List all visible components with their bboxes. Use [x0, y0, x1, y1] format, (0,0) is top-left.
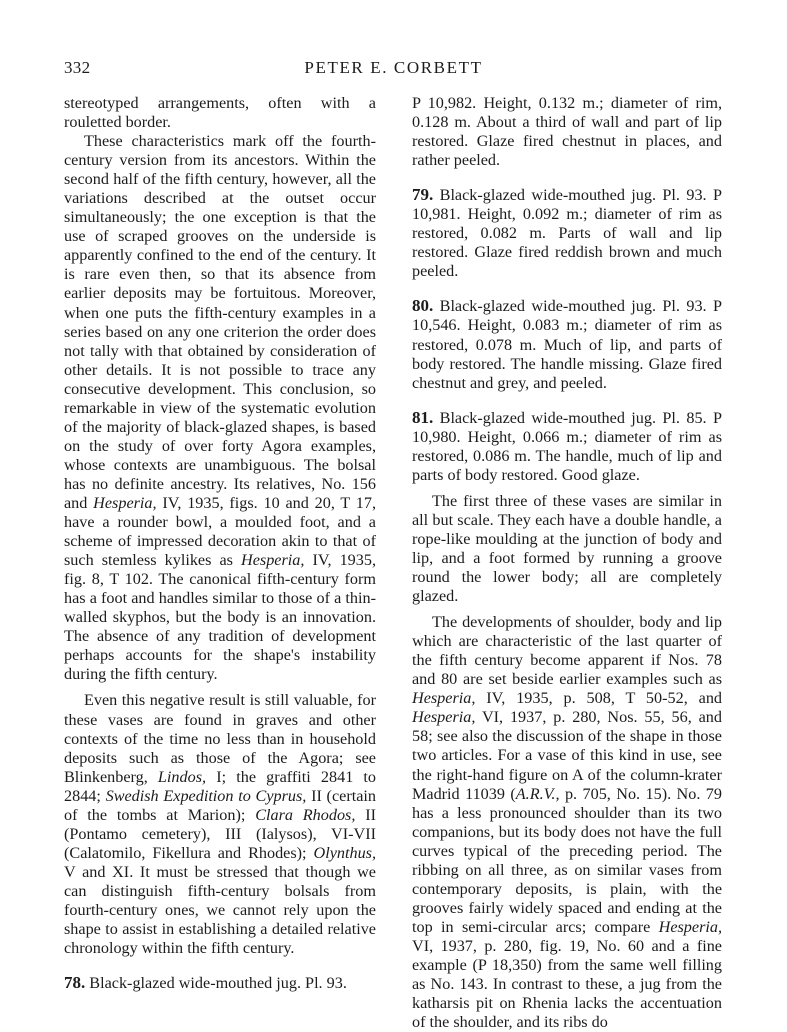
- paragraph-fourth-century: These characteristics mark off the fourth-century version from its ancestors. Within the second half of the fifth century, however, all the variations described at the outset occur simultaneously; the one exception is that the use of scraped grooves on the underside is apparently confined to the end of the century. It is rare even then, so that its absence from earlier deposits may be fortuitous. Moreover, when one puts the fifth-century examples in a series based on any one criterion the order does not tally with that obtained by consideration of other details. It is not possible to trace any consecutive development. This conclusion, so remarkable in view of the systematic evolution of the majority of black-glazed shapes, is based on the study of over forty Agora examples, whose contexts are unambiguous. The bolsal has no definite ancestry. Its relatives, No. 156 and Hesperia, IV, 1935, figs. 10 and 20, T 17, have a rounder bowl, a moulded foot, and a scheme of impressed decoration akin to that of such stemless kylikes as Hesperia, IV, 1935, fig. 8, T 102. The canonical fifth-century form has a foot and handles similar to those of a thin-walled skyphos, but the body is an innovation. The absence of any tradition of development perhaps accounts for the shape's instability during the fifth century.: [64, 132, 377, 684]
- left-column: [64, 94, 376, 993]
- right-column: [412, 94, 722, 1032]
- paragraph-negative-result: Even this negative result is still valuable, for these vases are found in graves and other contexts of the time no less than in household deposits such as those of the Agora; see Blinkenberg, Lindos, I; the graffiti 2841 to 2844; Swedish Expedition to Cyprus, II (certain of the tombs at Marion); Clara Rhodos, II (Pontamo cemetery), III (Ialysos), VI-VII (Calatomilo, Fikellura and Rhodes); Olynthus, V and XI. It must be stressed that though we can distinguish fifth-century bolsals from fourth-century ones, we cannot rely upon the shape to assist in establishing a detailed relative chronology within the fifth century.: [64, 691, 377, 958]
- entry-number: 81.: [412, 407, 434, 427]
- paragraph-continuation: stereotyped arrangements, often with a rouletted border.: [64, 94, 376, 132]
- paragraph-first-three: The first three of these vases are similar in all but scale. They each have a double handle, a rope-like moulding at the junction of body and lip, and a foot formed by running a groove round the lower body; all are completely glazed.: [412, 491, 722, 606]
- catalogue-entry-79: 79. Black-glazed wide-mouthed jug. Pl. 93. P 10,981. Height, 0.092 m.; diameter of rim as restored, 0.082 m. Parts of wall and lip restored. Glaze fired reddish brown and much peeled.: [412, 185, 722, 281]
- running-head: PETER E. CORBETT: [304, 58, 483, 77]
- paragraph-developments: The developments of shoulder, body and lip which are characteristic of the last quarter of the fifth century become apparent if Nos. 78 and 80 are set beside earlier examples such as Hesperia, IV, 1935, p. 508, T 50-52, and Hesperia, VI, 1937, p. 280, Nos. 55, 56, and 58; see also the discussion of the shape in those two articles. For a vase of this kind in use, see the right-hand figure on A of the column-krater Madrid 11039 (A.R.V., p. 705, No. 15). No. 79 has a less pronounced shoulder than its two companions, but its body does not have the full curves typical of the preceding period. The ribbing on all three, as on similar vases from contemporary deposits, is plain, with the grooves fairly widely spaced and ending at the top in semi-circular arcs; compare Hesperia, VI, 1937, p. 280, fig. 19, No. 60 and a fine example (P 18,350) from the same well filling as No. 143. In contrast to these, a jug from the katharsis pit on Rhenia lacks the accentuation of the shoulder, and its ribs do: [412, 613, 723, 1032]
- catalogue-entry-80: 80. Black-glazed wide-mouthed jug. Pl. 93. P 10,546. Height, 0.083 m.; diameter of rim as restored, 0.078 m. Much of lip, and parts of body restored. The handle missing. Glaze fired chestnut and grey, and peeled.: [412, 296, 722, 392]
- catalogue-entry-78: 78. Black-glazed wide-mouthed jug. Pl. 93.: [64, 973, 347, 993]
- entry-number: 78.: [64, 973, 86, 993]
- page-number: 332: [64, 58, 91, 77]
- catalogue-entry-78-continued: P 10,982. Height, 0.132 m.; diameter of rim, 0.128 m. About a third of wall and part of lip restored. Glaze fired chestnut in places, and rather peeled.: [412, 94, 722, 170]
- catalogue-entry-81: 81. Black-glazed wide-mouthed jug. Pl. 85. P 10,980. Height, 0.066 m.; diameter of rim as restored, 0.086 m. The handle, much of lip and parts of body restored. Good glaze.: [412, 407, 722, 484]
- entry-number: 80.: [412, 296, 434, 316]
- entry-number: 79.: [412, 185, 434, 205]
